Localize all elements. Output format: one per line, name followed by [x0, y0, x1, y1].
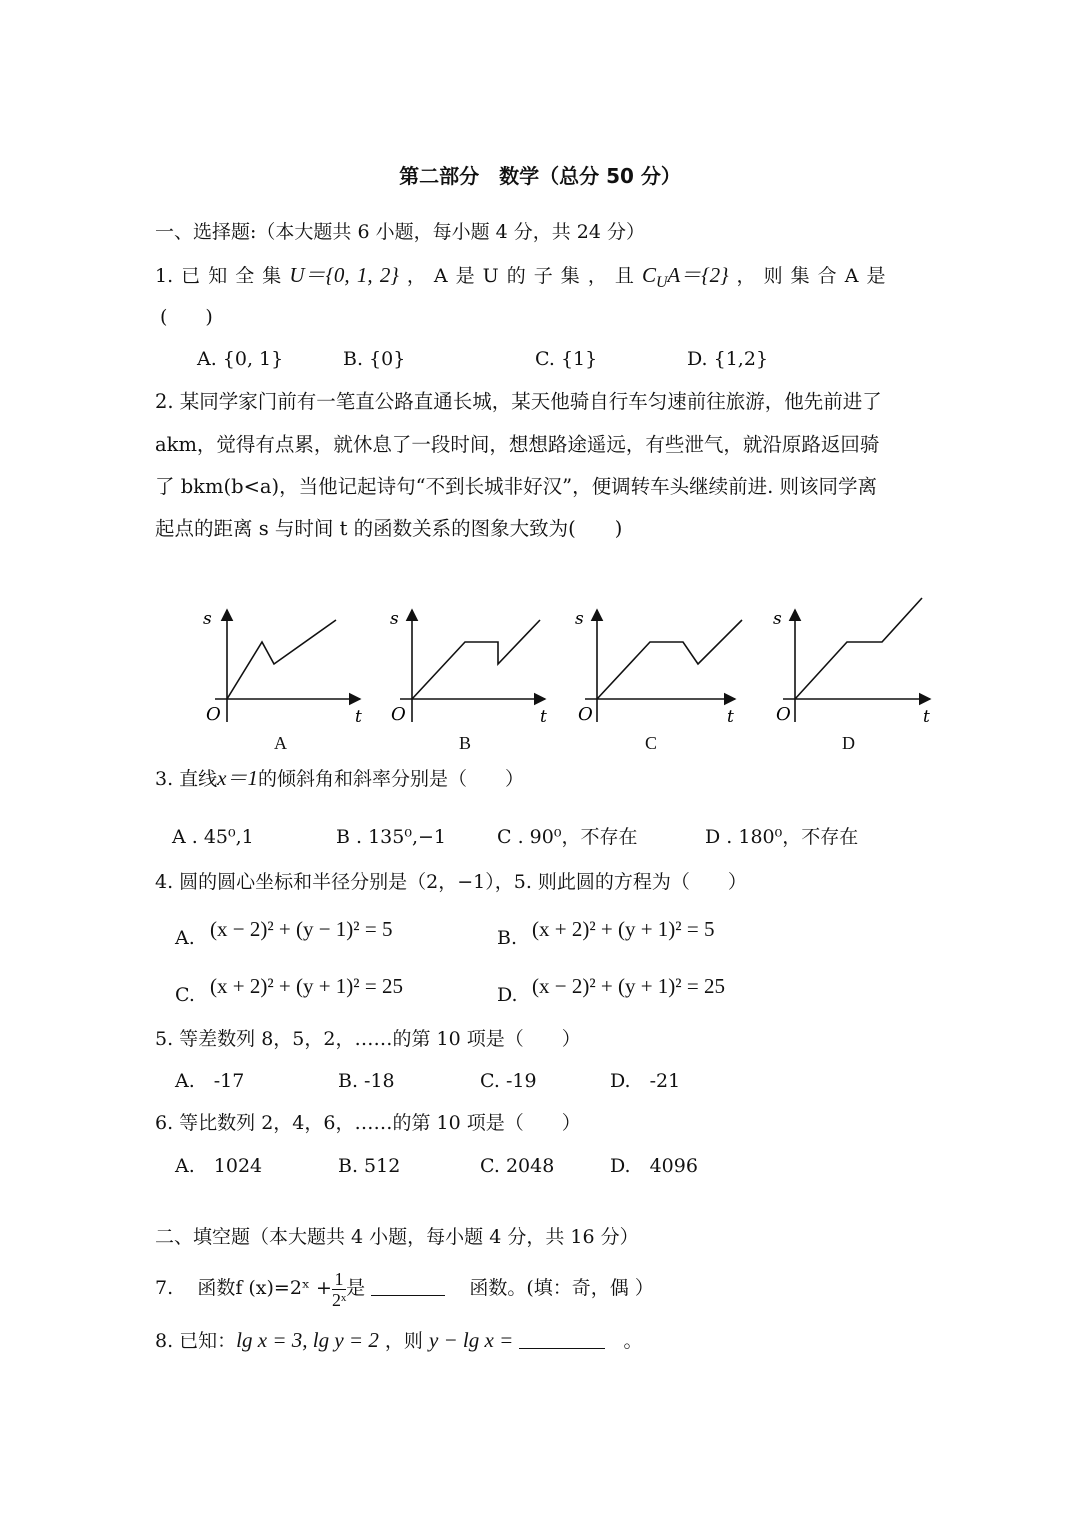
q1-option-d: D. {1,2} — [687, 348, 769, 370]
question-8 — [155, 1328, 642, 1353]
q7-fraction — [332, 1269, 346, 1310]
q2-line: 了 bkm(b<a)，当他记起诗句“不到长城非好汉”，便调转车头继续前进. 则该同学离 — [155, 475, 877, 498]
graph-line — [795, 598, 922, 699]
q6-option-c: C. 2048 — [480, 1155, 555, 1177]
origin-label: O — [206, 704, 221, 725]
q1-complement-rest: A＝{2} — [667, 263, 729, 287]
q8-text: 。 — [623, 1330, 643, 1352]
q7-text: 函数f (x)=2ˣ + — [197, 1277, 332, 1299]
q6-option-b: B. 512 — [338, 1155, 401, 1177]
t-label: t — [923, 707, 930, 727]
q7-frac-num: 1 — [334, 1268, 344, 1289]
q3-option-d: D . 180⁰，不存在 — [705, 826, 859, 848]
q4-option-b-eq: (x + 2)² + (y + 1)² = 5 — [532, 917, 715, 941]
q4-option-a-letter: A. — [175, 927, 195, 949]
q2-line: 起点的距离 s 与时间 t 的函数关系的图象大致为( ) — [155, 517, 623, 540]
graph-label-c: C — [645, 733, 658, 753]
q2-line: 2. 某同学家门前有一笔直公路直通长城，某天他骑自行车匀速前往旅游，他先前进了 — [155, 390, 882, 413]
question-6: 6. 等比数列 2，4，6，……的第 10 项是（ ） — [155, 1112, 581, 1134]
q1-text: ， 则 集 合 A 是 — [728, 265, 886, 287]
q4-option-a-eq: (x − 2)² + (y − 1)² = 5 — [210, 917, 393, 941]
origin-label: O — [776, 704, 791, 725]
q7-number: 7. — [155, 1277, 174, 1299]
question-4: 4. 圆的圆心坐标和半径分别是（2，−1），5. 则此圆的方程为（ ） — [155, 871, 747, 893]
q8-text: 8. 已知： — [155, 1330, 237, 1352]
q4-option-d-letter: D. — [497, 984, 518, 1006]
q1-option-c: C. {1} — [535, 348, 598, 370]
q7-text: 函数。(填：奇，偶 ） — [469, 1277, 654, 1299]
graph-line — [597, 620, 742, 699]
q6-option-a: A. 1024 — [175, 1155, 263, 1177]
q1-option-b: B. {0} — [343, 348, 406, 370]
q1-set-u: U＝{0, 1, 2} — [289, 263, 399, 287]
s-label: s — [203, 609, 212, 629]
q3-equation: x＝1 — [217, 766, 258, 790]
q4-option-d-eq: (x − 2)² + (y + 1)² = 25 — [532, 974, 725, 998]
q5-option-a: A. -17 — [175, 1070, 245, 1092]
q7-answer-blank[interactable] — [371, 1295, 445, 1296]
graph-label-d: D — [842, 733, 855, 753]
q4-option-b-letter: B. — [497, 927, 518, 949]
s-label: s — [575, 609, 584, 629]
question-1 — [155, 263, 885, 295]
page-title: 第二部分 数学（总分 50 分） — [399, 164, 681, 188]
q3-option-c: C . 90⁰，不存在 — [497, 826, 638, 848]
q3-text: 3. 直线 — [155, 768, 218, 790]
q1-complement-sub: U — [655, 273, 668, 291]
q8-equation: lg x = 3, lg y = 2 — [236, 1328, 379, 1352]
q8-text: ，则 — [384, 1330, 423, 1352]
question-3 — [155, 766, 524, 791]
section-heading-fill: 二、填空题（本大题共 4 小题，每小题 4 分，共 16 分） — [155, 1226, 639, 1248]
q5-option-d: D. -21 — [610, 1070, 681, 1092]
q1-text: 1. 已 知 全 集 — [155, 265, 290, 287]
q5-option-c: C. -19 — [480, 1070, 537, 1092]
graph-line — [412, 620, 540, 699]
question-7 — [155, 1262, 654, 1314]
q4-option-c-eq: (x + 2)² + (y + 1)² = 25 — [210, 974, 403, 998]
q3-text: 的倾斜角和斜率分别是（ ） — [258, 768, 525, 790]
graph-line — [227, 620, 336, 699]
q1-paren: ( ) — [160, 306, 213, 328]
q2-line: akm，觉得有点累，就休息了一段时间，想想路途遥远，有些泄气，就沿原路返回骑 — [155, 433, 880, 456]
t-label: t — [727, 707, 734, 727]
q7-frac-den: 2ˣ — [331, 1289, 347, 1310]
q7-text: 是 — [346, 1277, 366, 1299]
origin-label: O — [578, 704, 593, 725]
q4-option-c-letter: C. — [175, 984, 195, 1006]
question-5: 5. 等差数列 8，5，2，……的第 10 项是（ ） — [155, 1028, 581, 1050]
q1-option-a: A. {0, 1} — [197, 348, 284, 370]
q5-option-b: B. -18 — [338, 1070, 395, 1092]
q1-complement: C — [641, 263, 656, 287]
q6-option-d: D. 4096 — [610, 1155, 698, 1177]
graph-c — [570, 590, 745, 730]
graph-b — [385, 590, 555, 730]
graph-label-a: A — [274, 733, 287, 753]
section-heading-choice: 一、选择题:（本大题共 6 小题，每小题 4 分，共 24 分） — [155, 221, 645, 243]
t-label: t — [540, 707, 547, 727]
q3-option-b: B . 135⁰,−1 — [336, 826, 447, 848]
t-label: t — [355, 707, 362, 727]
q8-expression: y − lg x = — [428, 1328, 514, 1352]
s-label: s — [773, 609, 782, 629]
graph-a — [200, 590, 370, 730]
q1-text: ， A 是 U 的 子 集 ， 且 — [398, 265, 642, 287]
graph-d — [768, 590, 938, 730]
s-label: s — [390, 609, 399, 629]
q3-option-a: A . 45⁰,1 — [172, 826, 254, 848]
graph-label-b: B — [459, 733, 472, 753]
origin-label: O — [391, 704, 406, 725]
q8-answer-blank[interactable] — [519, 1348, 605, 1349]
